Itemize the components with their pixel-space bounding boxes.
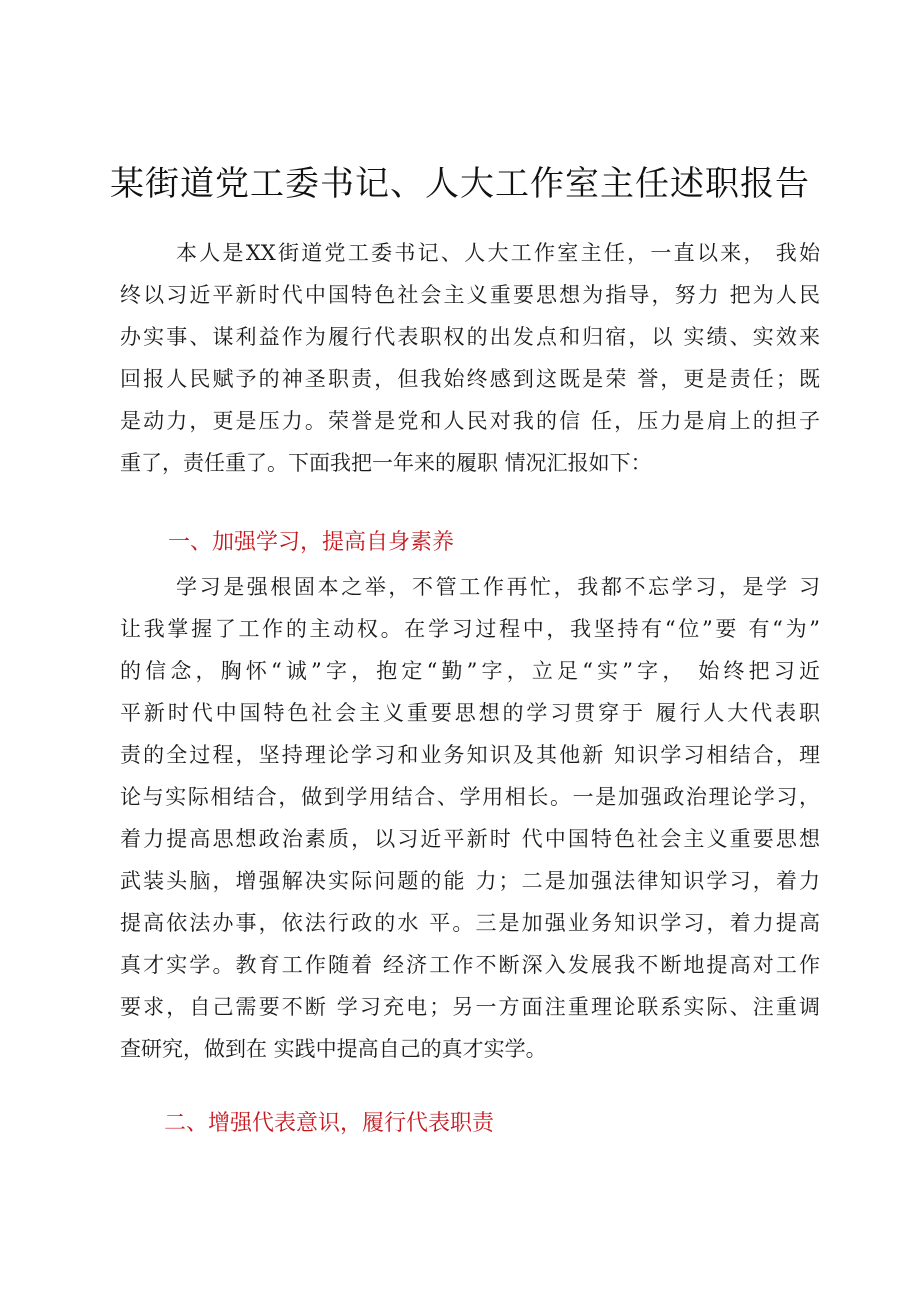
section-1-line: 着力提高思想政治素质，以习近平新时 代中国特色社会主义重要思想 <box>120 827 820 851</box>
section-1-line: 武装头脑，增强解决实际问题的能 力；二是加强法律知识学习，着力 <box>120 869 820 893</box>
intro-line: 是动力，更是压力。荣誉是党和人民对我的信 任，压力是肩上的担子 <box>120 409 820 433</box>
page-title: 某街道党工委书记、人大工作室主任述职报告 <box>110 164 810 204</box>
section-heading-1: 一、加强学习，提高自身素养 <box>168 530 455 555</box>
intro-line: 终以习近平新时代中国特色社会主义重要思想为指导，努力 把为人民 <box>120 283 820 307</box>
section-1-line: 要求，自己需要不断 学习充电；另一方面注重理论联系实际、注重调 <box>120 995 820 1019</box>
section-1-line: 责的全过程，坚持理论学习和业务知识及其他新 知识学习相结合，理 <box>120 743 820 767</box>
section-heading-2: 二、增强代表意识，履行代表职责 <box>164 1111 495 1136</box>
intro-line: 重了，责任重了。下面我把一年来的履职 情况汇报如下： <box>120 451 652 475</box>
section-1-line: 查研究，做到在 实践中提高自己的真才实学。 <box>120 1037 547 1061</box>
section-1-line: 让我掌握了工作的主动权。在学习过程中，我坚持有“位”要 有“为” <box>120 617 820 641</box>
section-1-line: 学习是强根固本之举，不管工作再忙，我都不忘学习，是学 习 <box>176 575 820 599</box>
section-1-line: 的信念，胸怀“诚”字，抱定“勤”字，立足“实”字， 始终把习近 <box>120 659 820 683</box>
intro-paragraph <box>120 232 820 484</box>
intro-line: 回报人民赋予的神圣职责，但我始终感到这既是荣 誉，更是责任；既 <box>120 367 820 391</box>
section-1-line: 论与实际相结合，做到学用结合、学用相长。一是加强政治理论学习， <box>120 785 820 809</box>
section-1-line: 真才实学。教育工作随着 经济工作不断深入发展我不断地提高对工作 <box>120 953 820 977</box>
intro-line: 本人是XX街道党工委书记、人大工作室主任，一直以来， 我始 <box>176 241 820 265</box>
section-1-line: 提高依法办事，依法行政的水 平。三是加强业务知识学习，着力提高 <box>120 911 820 935</box>
intro-line: 办实事、谋利益作为履行代表职权的出发点和归宿，以 实绩、实效来 <box>120 325 820 349</box>
section-1-line: 平新时代中国特色社会主义重要思想的学习贯穿于 履行人大代表职 <box>120 701 820 725</box>
section-1-paragraph <box>120 566 820 1070</box>
